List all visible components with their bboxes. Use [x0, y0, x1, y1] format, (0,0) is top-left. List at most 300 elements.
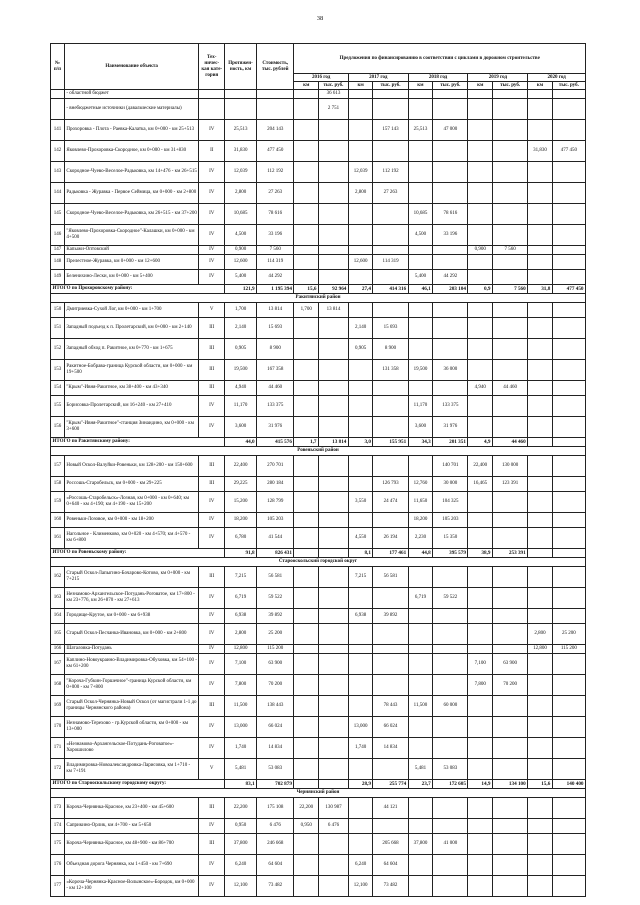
cost-value: 14 834 — [257, 738, 294, 759]
table-row — [51, 876, 586, 897]
total-cell — [528, 438, 553, 447]
funding-cell — [294, 120, 319, 141]
total-cell: 477 450 — [552, 285, 585, 294]
funding-cell — [319, 528, 349, 549]
funding-cell — [294, 417, 319, 438]
header-year-2018: 2018 год — [408, 74, 468, 82]
length-km: 2,140 — [225, 318, 257, 339]
funding-cell — [493, 798, 528, 819]
funding-cell: 63 900 — [493, 654, 528, 675]
tech-category: IV — [199, 204, 225, 225]
funding-cell — [468, 99, 493, 120]
cost-value: 70 200 — [257, 675, 294, 696]
row-number: 164 — [51, 609, 65, 624]
funding-cell: 36 613 — [319, 90, 349, 99]
funding-cell — [319, 834, 349, 855]
object-name: Западный обход п. Ракитное, км 0+770 - км 1+675 — [64, 339, 199, 360]
total-cost: 702 879 — [257, 780, 294, 789]
funding-cell: 10,685 — [408, 204, 433, 225]
funding-cell — [528, 654, 553, 675]
funding-cell — [294, 624, 319, 645]
funding-cell — [552, 855, 585, 876]
table-row — [51, 513, 586, 528]
cost-value: 175 108 — [257, 798, 294, 819]
funding-cell — [294, 528, 319, 549]
funding-cell: 6,938 — [348, 609, 373, 624]
total-cell: 177 461 — [373, 549, 408, 558]
total-cell: 203 104 — [433, 285, 468, 294]
length-km: 13,000 — [225, 717, 257, 738]
funding-cell: 1,700 — [294, 303, 319, 318]
funding-cell — [468, 270, 493, 285]
funding-cell: 133 375 — [433, 396, 468, 417]
row-number: 173 — [51, 798, 65, 819]
funding-cell — [493, 738, 528, 759]
funding-cell — [294, 696, 319, 717]
funding-cell: 126 793 — [373, 477, 408, 492]
funding-cell: 37,800 — [408, 834, 433, 855]
funding-cell — [408, 456, 433, 477]
funding-cell — [348, 141, 373, 162]
tech-category: IV — [199, 624, 225, 645]
funding-cell — [294, 654, 319, 675]
funding-cell — [528, 303, 553, 318]
funding-cell — [373, 417, 408, 438]
funding-cell — [468, 645, 493, 654]
total-cell: 44,8 — [408, 549, 433, 558]
table-row — [51, 567, 586, 588]
funding-cell — [319, 645, 349, 654]
funding-cell — [468, 855, 493, 876]
object-name: Шаталовка-Потудань — [64, 645, 199, 654]
funding-cell — [373, 90, 408, 99]
funding-cell — [528, 876, 553, 897]
funding-cell — [552, 654, 585, 675]
funding-cell — [319, 624, 349, 645]
object-name: Городище-Крутое, км 0+000 - км 6+938 — [64, 609, 199, 624]
funding-cell — [552, 90, 585, 99]
funding-cell — [552, 675, 585, 696]
funding-cell: 7,215 — [348, 567, 373, 588]
object-name: Капыжи-Оптовский — [64, 246, 199, 255]
funding-cell — [294, 738, 319, 759]
funding-cell: 205 668 — [373, 834, 408, 855]
funding-cell — [468, 609, 493, 624]
table-row — [51, 417, 586, 438]
total-cell: 134 100 — [493, 780, 528, 789]
total-cell: 14,9 — [468, 780, 493, 789]
total-cell: 31,8 — [528, 285, 553, 294]
table-row — [51, 654, 586, 675]
total-cell: 0,9 — [468, 285, 493, 294]
funding-cell: 47 000 — [433, 120, 468, 141]
table-row — [51, 183, 586, 204]
funding-cell — [319, 120, 349, 141]
funding-cell — [552, 360, 585, 381]
funding-cell — [348, 834, 373, 855]
funding-cell: 59 522 — [433, 588, 468, 609]
funding-cell — [528, 477, 553, 492]
row-number: 170 — [51, 717, 65, 738]
funding-cell — [408, 876, 433, 897]
funding-cell: 11,170 — [408, 396, 433, 417]
funding-cell — [408, 654, 433, 675]
funding-cell: 33 196 — [433, 225, 468, 246]
funding-cell — [319, 759, 349, 780]
cost-value: 270 701 — [257, 456, 294, 477]
funding-cell: 13 814 — [319, 303, 349, 318]
funding-cell — [294, 567, 319, 588]
funding-cell — [433, 183, 468, 204]
object-name: Борисовка-Пролетарский, км 16+240 - км 27+410 — [64, 396, 199, 417]
object-name: "Крым"-Ивня-Ракитное"-станция Зинаидино, км 0+000 - км 3+600 — [64, 417, 199, 438]
funding-cell — [348, 513, 373, 528]
funding-cell — [552, 162, 585, 183]
cost-value: 78 616 — [257, 204, 294, 225]
cost-value: 128 799 — [257, 492, 294, 513]
funding-cell — [319, 246, 349, 255]
tech-category: III — [199, 477, 225, 492]
funding-cell — [528, 855, 553, 876]
funding-cell — [294, 360, 319, 381]
tech-category: IV — [199, 255, 225, 270]
funding-cell: 12,039 — [348, 162, 373, 183]
total-cell — [294, 780, 319, 789]
total-cell: 13 814 — [319, 438, 349, 447]
row-number: 163 — [51, 588, 65, 609]
total-length: 83,1 — [225, 780, 257, 789]
funding-cell — [528, 819, 553, 834]
funding-cell — [468, 360, 493, 381]
funding-cell — [373, 396, 408, 417]
funding-cell — [493, 855, 528, 876]
length-km: 1,740 — [225, 738, 257, 759]
tech-category: IV — [199, 528, 225, 549]
total-length: 44,0 — [225, 438, 257, 447]
header-unit-km: км — [348, 82, 373, 90]
total-label: ИТОГО по Старооскольскому городскому округу: — [51, 780, 225, 789]
object-name: Старый Оскол-Лапыгино-Бочарово-Котово, км 0+000 - км 7+215 — [64, 567, 199, 588]
funding-cell — [408, 717, 433, 738]
funding-cell — [294, 183, 319, 204]
funding-cell: 2,140 — [348, 318, 373, 339]
funding-cell — [528, 90, 553, 99]
total-row — [51, 780, 586, 789]
funding-cell — [552, 513, 585, 528]
funding-cell — [319, 225, 349, 246]
length-km: 10,685 — [225, 204, 257, 225]
cost-value: 73 482 — [257, 876, 294, 897]
funding-cell: 140 701 — [433, 456, 468, 477]
funding-cell — [319, 318, 349, 339]
cost-value: 53 083 — [257, 759, 294, 780]
row-number: 145 — [51, 204, 65, 225]
tech-category: IV — [199, 162, 225, 183]
cost-value: 39 892 — [257, 609, 294, 624]
section-title: Старооскольский городской округ — [51, 558, 586, 567]
funding-cell — [552, 396, 585, 417]
total-cell — [319, 780, 349, 789]
funding-cell — [373, 456, 408, 477]
funding-cell — [408, 339, 433, 360]
funding-cell — [493, 339, 528, 360]
funding-cell — [319, 162, 349, 183]
funding-cell — [294, 513, 319, 528]
funding-cell — [294, 645, 319, 654]
row-number: 153 — [51, 360, 65, 381]
total-cell: 8,1 — [348, 549, 373, 558]
length-km: 6,938 — [225, 609, 257, 624]
funding-cell: 114 319 — [373, 255, 408, 270]
funding-cell — [552, 588, 585, 609]
row-number: 172 — [51, 759, 65, 780]
header-year-2020: 2020 год — [528, 74, 586, 82]
funding-cell: 24 474 — [373, 492, 408, 513]
cost-value — [257, 99, 294, 120]
funding-cell — [493, 99, 528, 120]
cost-value: 64 604 — [257, 855, 294, 876]
funding-cell — [493, 513, 528, 528]
funding-cell: 78 443 — [373, 696, 408, 717]
tech-category: IV — [199, 588, 225, 609]
funding-cell — [552, 318, 585, 339]
row-number: 150 — [51, 303, 65, 318]
section-header-row — [51, 558, 586, 567]
header-unit-km: км — [468, 82, 493, 90]
funding-cell — [294, 162, 319, 183]
funding-cell — [408, 183, 433, 204]
total-cell: 155 951 — [373, 438, 408, 447]
table-row — [51, 225, 586, 246]
table-row — [51, 339, 586, 360]
funding-cell — [348, 99, 373, 120]
row-number: 157 — [51, 456, 65, 477]
length-km: 37,800 — [225, 834, 257, 855]
header-category: Тех-ничес-кая кате-гория — [199, 44, 225, 90]
funding-cell — [528, 162, 553, 183]
funding-cell — [408, 645, 433, 654]
total-row — [51, 285, 586, 294]
funding-cell — [373, 141, 408, 162]
funding-cell — [528, 318, 553, 339]
funding-cell — [408, 855, 433, 876]
object-name: Прелестное-Журавка, км 0+000 - км 12+600 — [64, 255, 199, 270]
total-cell: 46,1 — [408, 285, 433, 294]
funding-cell — [493, 255, 528, 270]
length-km: 11,500 — [225, 696, 257, 717]
funding-cell — [433, 876, 468, 897]
header-year-2016: 2016 год — [294, 74, 348, 82]
row-number: 149 — [51, 270, 65, 285]
funding-cell — [408, 303, 433, 318]
funding-cell: 4,500 — [408, 225, 433, 246]
funding-cell — [468, 717, 493, 738]
total-cell: 201 351 — [433, 438, 468, 447]
cost-value: 41 544 — [257, 528, 294, 549]
tech-category: IV — [199, 738, 225, 759]
object-name: - областной бюджет — [64, 90, 199, 99]
cost-value: 138 443 — [257, 696, 294, 717]
funding-cell: 22,400 — [468, 456, 493, 477]
row-number: 144 — [51, 183, 65, 204]
cost-value: 105 203 — [257, 513, 294, 528]
funding-cell: 15 693 — [373, 318, 408, 339]
section-header-row — [51, 447, 586, 456]
funding-cell — [552, 759, 585, 780]
funding-cell — [468, 759, 493, 780]
funding-cell — [319, 654, 349, 675]
funding-cell — [468, 696, 493, 717]
funding-cell — [348, 759, 373, 780]
table-row — [51, 675, 586, 696]
cost-value: 63 900 — [257, 654, 294, 675]
funding-cell: 12,100 — [348, 876, 373, 897]
funding-cell — [552, 567, 585, 588]
total-cell: 395 579 — [433, 549, 468, 558]
funding-cell — [552, 417, 585, 438]
funding-cell — [319, 513, 349, 528]
funding-cell — [433, 855, 468, 876]
header-unit-rub: тыс. руб. — [373, 82, 408, 90]
length-km: 31,830 — [225, 141, 257, 162]
total-length: 91,8 — [225, 549, 257, 558]
funding-cell: 60 000 — [433, 696, 468, 717]
table-row — [51, 204, 586, 225]
tech-category: IV — [199, 183, 225, 204]
funding-cell — [528, 396, 553, 417]
total-row — [51, 438, 586, 447]
funding-cell — [528, 717, 553, 738]
length-km: 2,800 — [225, 183, 257, 204]
funding-cell: 18,200 — [408, 513, 433, 528]
funding-cell: 26 194 — [373, 528, 408, 549]
tech-category: III — [199, 456, 225, 477]
funding-cell — [373, 381, 408, 396]
funding-cell — [528, 360, 553, 381]
object-name: Незнамово-Терехово - гр.Курской области, км 0+000 - км 13+000 — [64, 717, 199, 738]
cost-value: 31 976 — [257, 417, 294, 438]
tech-category — [199, 90, 225, 99]
total-cell: 44 460 — [493, 438, 528, 447]
object-name: Россошь-Старобельск, км 0+000 - км 29+225 — [64, 477, 199, 492]
row-number: 176 — [51, 855, 65, 876]
funding-cell — [552, 477, 585, 492]
funding-cell — [408, 141, 433, 162]
tech-category: IV — [199, 396, 225, 417]
length-km: 29,225 — [225, 477, 257, 492]
funding-cell: 14 834 — [373, 738, 408, 759]
total-cell: 253 391 — [493, 549, 528, 558]
funding-cell: 2 751 — [319, 99, 349, 120]
funding-cell — [373, 759, 408, 780]
funding-cell — [468, 225, 493, 246]
tech-category: IV — [199, 645, 225, 654]
cost-value: 44 292 — [257, 270, 294, 285]
table-row — [51, 624, 586, 645]
funding-cell — [373, 225, 408, 246]
table-row — [51, 381, 586, 396]
row-number: 162 — [51, 567, 65, 588]
funding-cell — [552, 834, 585, 855]
tech-category: III — [199, 834, 225, 855]
funding-cell: 4,940 — [468, 381, 493, 396]
table-row — [51, 141, 586, 162]
funding-cell: 3,550 — [348, 492, 373, 513]
row-number: 168 — [51, 675, 65, 696]
table-row — [51, 717, 586, 738]
tech-category: III — [199, 798, 225, 819]
funding-cell — [373, 303, 408, 318]
row-number: 141 — [51, 120, 65, 141]
tech-category: V — [199, 759, 225, 780]
header-name: Наименование объекта — [64, 44, 199, 90]
total-cell: 38,9 — [468, 549, 493, 558]
cost-value: 44 460 — [257, 381, 294, 396]
row-number: 166 — [51, 645, 65, 654]
length-km: 0,905 — [225, 339, 257, 360]
table-row — [51, 609, 586, 624]
funding-cell — [348, 120, 373, 141]
row-number: 148 — [51, 255, 65, 270]
cost-value: 114 319 — [257, 255, 294, 270]
funding-cell — [294, 396, 319, 417]
length-km: 5,400 — [225, 270, 257, 285]
funding-cell — [552, 183, 585, 204]
funding-cell — [552, 717, 585, 738]
funding-cell — [294, 588, 319, 609]
funding-cell — [433, 381, 468, 396]
funding-cell — [552, 876, 585, 897]
header-cost: Стоимость, тыс. рублей — [257, 44, 294, 90]
funding-cell — [433, 246, 468, 255]
funding-cell: 131 358 — [373, 360, 408, 381]
length-km: 15,200 — [225, 492, 257, 513]
funding-cell — [319, 675, 349, 696]
funding-cell: 44 460 — [493, 381, 528, 396]
row-number: 171 — [51, 738, 65, 759]
tech-category: IV — [199, 654, 225, 675]
funding-cell — [493, 318, 528, 339]
length-km: 22,200 — [225, 798, 257, 819]
funding-cell — [528, 798, 553, 819]
funding-cell — [319, 255, 349, 270]
funding-cell — [468, 834, 493, 855]
length-km: 1,700 — [225, 303, 257, 318]
funding-cell — [319, 876, 349, 897]
funding-cell — [433, 141, 468, 162]
total-cost: 826 431 — [257, 549, 294, 558]
funding-cell — [433, 819, 468, 834]
funding-cell: 31 976 — [433, 417, 468, 438]
funding-cell — [348, 225, 373, 246]
table-row — [51, 360, 586, 381]
funding-cell — [528, 492, 553, 513]
funding-cell — [433, 255, 468, 270]
length-km: 25,513 — [225, 120, 257, 141]
funding-cell — [433, 645, 468, 654]
funding-cell — [433, 567, 468, 588]
funding-cell — [468, 567, 493, 588]
cost-value: 280 184 — [257, 477, 294, 492]
funding-cell: 44 121 — [373, 798, 408, 819]
funding-cell — [493, 609, 528, 624]
total-cost: 415 576 — [257, 438, 294, 447]
funding-cell — [294, 834, 319, 855]
object-name: Прохоровка - Плота - Раевка-Калатка, км 0+000 - км 25+513 — [64, 120, 199, 141]
funding-cell — [408, 738, 433, 759]
funding-cell — [294, 204, 319, 225]
funding-cell — [373, 99, 408, 120]
